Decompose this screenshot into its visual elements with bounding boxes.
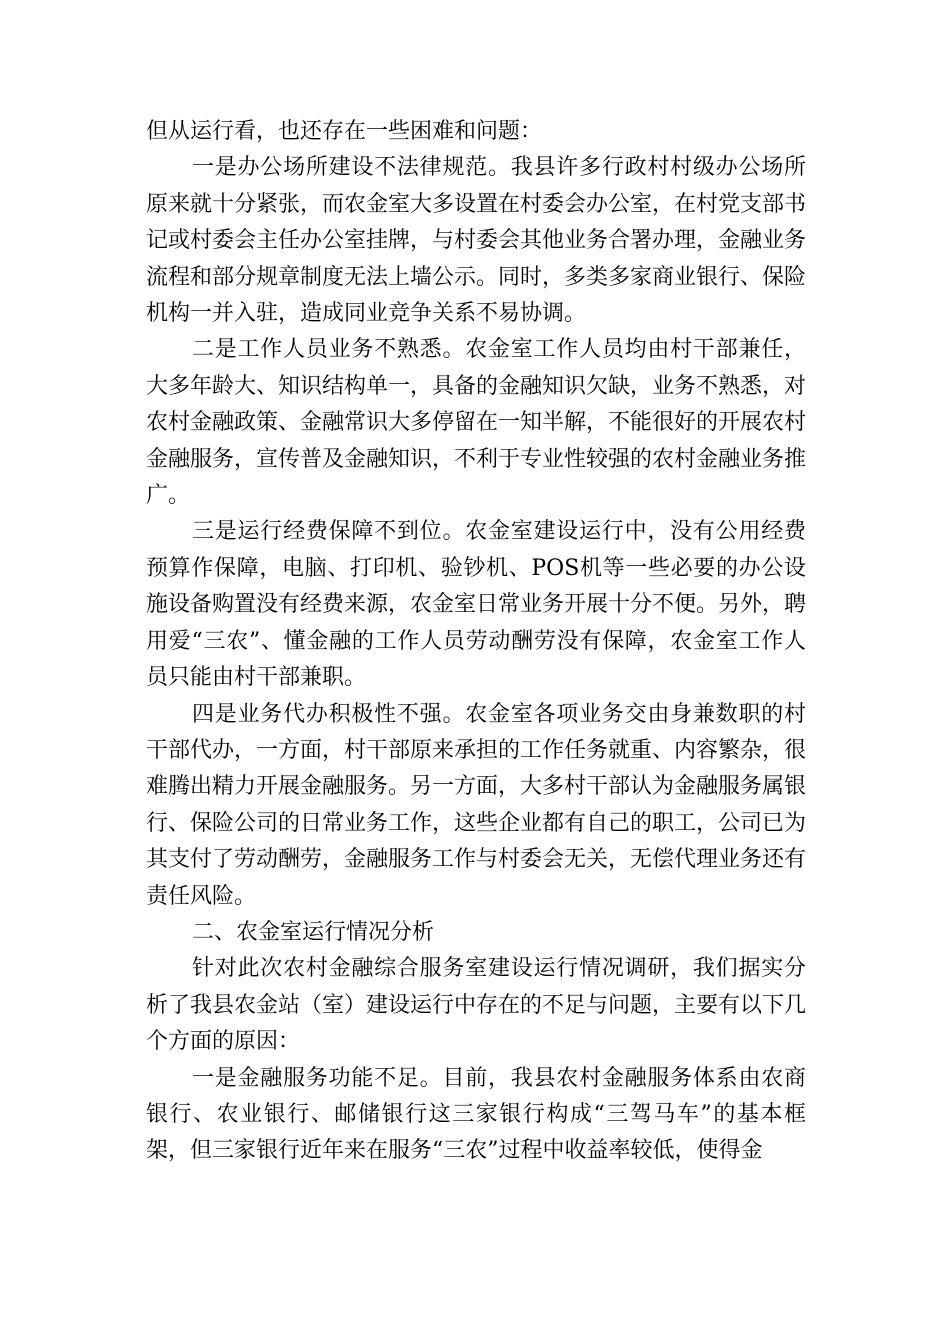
paragraph-service-function: 一是金融服务功能不足。目前，我县农村金融服务体系由农商银行、农业银行、邮储银行这三家银行构成“三驾马车”的基本框架，但三家银行近年来在服务“三农”过程中收益率较低，使得金 <box>146 1065 806 1164</box>
paragraph-office-space: 一是办公场所建设不法律规范。我县许多行政村村级办公场所原来就十分紧张，而农金室大多设置在村委会办公室，在村党支部书记或村委会主任办公室挂牌，与村委会其他业务合署办理，金融业务流程和部分规章制度无法上墙公示。同时，多类多家商业银行、保险机构一并入驻，造成同业竞争关系不易协调。 <box>146 155 807 327</box>
section-heading: 二、农金室运行情况分析 <box>192 919 435 945</box>
paragraph-staff-skills: 二是工作人员业务不熟悉。农金室工作人员均由村干部兼任，大多年龄大、知识结构单一，具备的金融知识欠缺，业务不熟悉，对农村金融政策、金融常识大多停留在一知半解，不能很好的开展农村金融服务，宣传普及金融知识，不利于专业性较强的农村金融业务推广。 <box>146 337 807 509</box>
paragraph-funding: 三是运行经费保障不到位。农金室建设运行中，没有公用经费预算作保障，电脑、打印机、验钞机、POS机等一些必要的办公设施设备购置没有经费来源，农金室日常业务开展十分不便。另外，聘用爱“三农”、懂金融的工作人员劳动酬劳没有保障，农金室工作人员只能由村干部兼职。 <box>146 519 807 691</box>
paragraph-motivation: 四是业务代办积极性不强。农金室各项业务交由身兼数职的村干部代办，一方面，村干部原来承担的工作任务就重、内容繁杂，很难腾出精力开展金融服务。另一方面，大多村干部认为金融服务属银行、保险公司的日常业务工作，这些企业都有自己的职工，公司已为其支付了劳动酬劳，金融服务工作与村委会无关，无偿代理业务还有责任风险。 <box>146 701 807 909</box>
paragraph-intro: 但从运行看，也还存在一些困难和问题： <box>146 119 543 144</box>
document-body <box>146 114 806 1170</box>
paragraph-analysis-intro: 针对此次农村金融综合服务室建设运行情况调研，我们据实分析了我县农金站（室）建设运行中存在的不足与问题，主要有以下几个方面的原因： <box>146 956 807 1055</box>
